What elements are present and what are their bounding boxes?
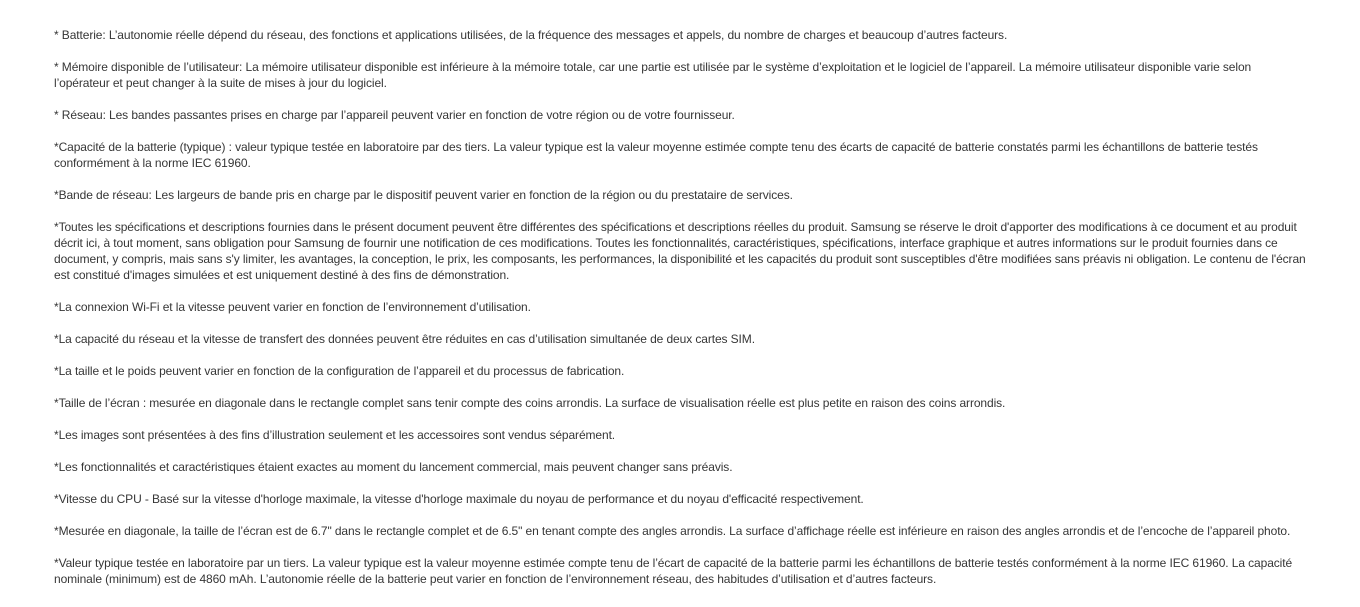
disclaimer-features: *Les fonctionnalités et caractéristiques étaient exactes au moment du lancement commercial, mais peuvent changer sans préavis. (54, 460, 733, 474)
disclaimer-battery-capacity: *Capacité de la batterie (typique) : valeur typique testée en laboratoire par des tiers. La valeur typique est la valeur moyenne estimée compte tenu des écarts de capacité de batterie constatés parmi les échantillons de batterie testés conformément à la norme IEC 61960. (54, 140, 1258, 170)
disclaimer-size-weight: *La taille et le poids peuvent varier en fonction de la configuration de l’appareil et du processus de fabrication. (54, 364, 625, 378)
disclaimer-user-memory: * Mémoire disponible de l’utilisateur: La mémoire utilisateur disponible est inférieure à la mémoire totale, car une partie est utilisée par le système d’exploitation et le logiciel de l’appareil. La mémoire utilisateur disponible varie selon l’opérateur et peut changer à la suite de mises à jour du logiciel. (54, 60, 1252, 90)
disclaimer-screen-size: *Taille de l’écran : mesurée en diagonale dans le rectangle complet sans tenir compte des coins arrondis. La surface de visualisation réelle est plus petite en raison des coins arrondis. (54, 396, 1006, 410)
disclaimer-network: * Réseau: Les bandes passantes prises en charge par l’appareil peuvent varier en fonction de votre région ou de votre fournisseur. (54, 108, 735, 122)
disclaimer-images: *Les images sont présentées à des fins d’illustration seulement et les accessoires sont vendus séparément. (54, 428, 616, 442)
disclaimer-diagonal: *Mesurée en diagonale, la taille de l’écran est de 6.7" dans le rectangle complet et de 6.5" en tenant compte des angles arrondis. La surface d’affichage réelle est inférieure en raison des angles arrondis et de l’encoche de l’appareil photo. (54, 524, 1291, 538)
disclaimer-list (54, 27, 1306, 603)
disclaimer-cpu-speed: *Vitesse du CPU - Basé sur la vitesse d'horloge maximale, la vitesse d'horloge maximale du noyau de performance et du noyau d'efficacité respectivement. (54, 492, 864, 506)
disclaimer-typical-value: *Valeur typique testée en laboratoire par un tiers. La valeur typique est la valeur moyenne estimée compte tenu de l’écart de capacité de la batterie parmi les échantillons de batterie testés conformément à la norme IEC 61960. La capacité nominale (minimum) est de 4860 mAh. L’autonomie réelle de la batterie peut varier en fonction de l’environnement réseau, des habitudes d’utilisation et d’autres facteurs. (54, 556, 1293, 586)
disclaimer-specifications: *Toutes les spécifications et descriptions fournies dans le présent document peuvent être différentes des spécifications et descriptions réelles du produit. Samsung se réserve le droit d'apporter des modifications à ce document et au produit décrit ici, à tout moment, sans obligation pour Samsung de fournir une notification de ces modifications. Toutes les fonctionnalités, caractéristiques, spécifications, interface graphique et autres informations sur le produit fournies dans ce document, y compris, mais sans s'y limiter, les avantages, la conception, le prix, les composants, les performances, la disponibilité et les capacités du produit sont susceptibles d'être modifiées sans préavis ni obligation. Le contenu de l'écran est constitué d'images simulées et est uniquement destiné à des fins de démonstration. (54, 220, 1306, 282)
disclaimer-wifi: *La connexion Wi-Fi et la vitesse peuvent varier en fonction de l’environnement d’utilisation. (54, 300, 531, 314)
disclaimer-battery: * Batterie: L’autonomie réelle dépend du réseau, des fonctions et applications utilisées, de la fréquence des messages et appels, du nombre de charges et beaucoup d’autres facteurs. (54, 28, 1008, 42)
disclaimer-network-band: *Bande de réseau: Les largeurs de bande pris en charge par le dispositif peuvent varier en fonction de la région ou du prestataire de services. (54, 188, 793, 202)
disclaimer-dual-sim: *La capacité du réseau et la vitesse de transfert des données peuvent être réduites en cas d’utilisation simultanée de deux cartes SIM. (54, 332, 755, 346)
